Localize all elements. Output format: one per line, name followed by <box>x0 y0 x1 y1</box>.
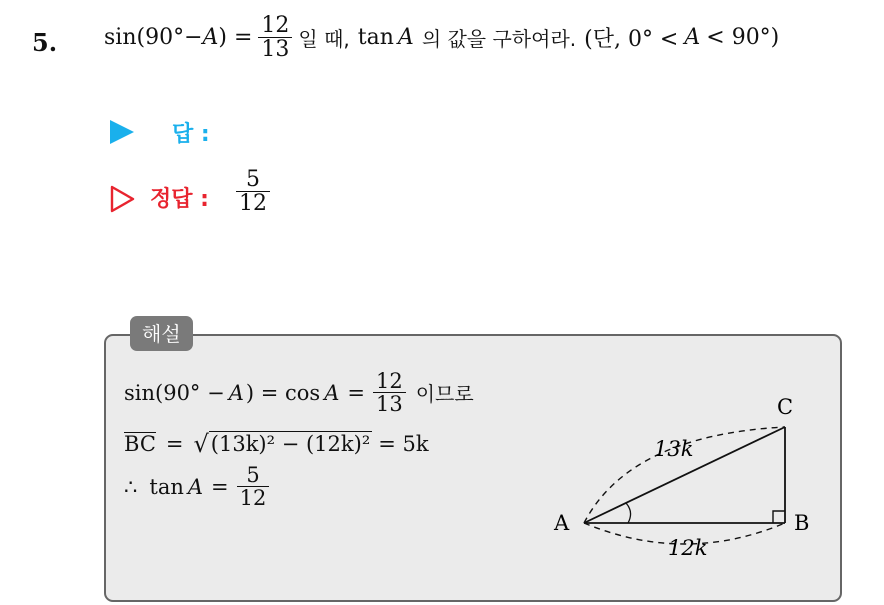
answer-arrow-icon <box>110 120 134 144</box>
solution-1-text: 이므로 <box>415 382 474 407</box>
segment-bc: BC <box>124 431 156 456</box>
therefore-symbol: ∴ <box>124 474 138 499</box>
base-length-label: 12k <box>668 536 708 560</box>
sqrt-symbol: √ <box>193 430 209 458</box>
solution-1-prefix: sin(90° − <box>124 380 225 405</box>
solution-1-denominator: 13 <box>373 392 406 415</box>
solution-3-equals: = <box>211 474 229 499</box>
triangle-diagram <box>540 390 830 570</box>
solution-2-equals: = <box>165 432 184 456</box>
solution-3-denominator: 12 <box>237 486 270 509</box>
question-text <box>104 14 779 61</box>
solution-1-var-a2: A <box>324 380 340 405</box>
correct-answer-denominator: 12 <box>236 191 270 215</box>
question-tan-var: A <box>397 25 414 51</box>
question-fraction-denominator: 13 <box>258 37 292 61</box>
solution-1-numerator: 12 <box>376 369 403 393</box>
right-angle-mark <box>773 511 785 523</box>
solution-3-fraction <box>237 464 270 509</box>
solution-1-equals: = <box>347 380 365 405</box>
question-expr-prefix: sin(90°− <box>104 25 203 51</box>
question-tan: tan <box>357 25 394 51</box>
solution-2-result: = 5k <box>378 432 429 456</box>
angle-a-arc <box>626 503 631 523</box>
question-find-text: 의 값을 구하여라. <box>421 27 577 52</box>
question-condition-close: < 90°) <box>706 25 780 51</box>
solution-3-var-a: A <box>187 474 204 499</box>
vertex-c-label: C <box>777 395 794 419</box>
explanation-tag: 해설 <box>130 316 193 351</box>
correct-arrow-icon <box>110 185 136 213</box>
correct-answer-fraction <box>236 168 270 215</box>
solution-1-fraction <box>373 370 406 415</box>
solution-1-var-a: A <box>228 380 244 405</box>
hypotenuse-length-label: 13k <box>654 437 694 461</box>
solution-line-1 <box>124 370 474 415</box>
solution-line-3 <box>124 464 269 509</box>
question-condition-open: (단, 0° < <box>584 27 679 53</box>
solution-3-tan: tan <box>149 474 184 499</box>
correct-answer-label: 정답 : <box>150 187 209 212</box>
question-when-text: 일 때, <box>298 27 350 52</box>
solution-1-mid: ) = cos <box>245 380 321 405</box>
question-expr-suffix: ) = <box>218 25 253 51</box>
correct-answer-value <box>236 168 270 215</box>
answer-label: 답 : <box>172 122 210 147</box>
solution-3-numerator: 5 <box>246 463 260 487</box>
question-fraction-numerator: 12 <box>261 13 290 38</box>
question-condition-var: A <box>684 25 701 51</box>
correct-answer-numerator: 5 <box>246 167 260 192</box>
question-number: 5. <box>32 28 58 57</box>
sqrt-radicand: (13k)² − (12k)² <box>210 432 371 457</box>
question-fraction <box>258 14 292 61</box>
vertex-b-label: B <box>794 511 810 535</box>
question-var-a: A <box>202 25 219 51</box>
vertex-a-label: A <box>554 511 570 535</box>
solution-line-2 <box>124 430 429 458</box>
